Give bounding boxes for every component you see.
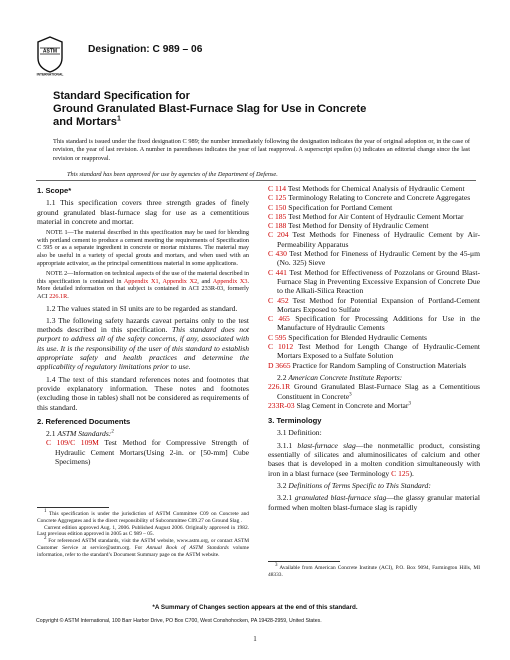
ref-link[interactable]: C 430 (268, 249, 287, 259)
para-2-2: 2.2 American Concrete Institute Reports: (277, 372, 403, 382)
ref-item: C 595 Specification for Blended Hydraulic Cements (268, 332, 428, 342)
ref-link[interactable]: C 465 (268, 314, 290, 324)
para-3-2: 3.2 Definitions of Terms Specific to This Standard: (277, 480, 431, 490)
appendix-x2-link[interactable]: Appendix X2 (162, 277, 198, 285)
ref-link[interactable]: C 452 (268, 295, 289, 305)
footnote-2: $^2$ For referenced ASTM standards, visit the ASTM website, www.astm.org, or contact ASTM Customer Service at service@astm.org. For Annual Book of ASTM Standards volume information, refer to the standard’s Document Summary page on the ASTM website. (37, 536, 249, 558)
ref-link[interactable]: D 3665 (268, 360, 291, 370)
c125-link[interactable]: C 125 (391, 468, 410, 478)
copyright: Copyright © ASTM International, 100 Barr Harbor Drive, PO Box C700, West Conshohocken, PA 19428-2959, United States. (36, 618, 322, 624)
ref-link[interactable]: C 125 (268, 193, 287, 203)
aci-ref-226: 226.1R Ground Granulated Blast-Furnace Slag as a Cementitious Constituent in Concrete$^3$ (268, 382, 480, 401)
summary-of-changes-note: *A Summary of Changes section appears at the end of this standard. (152, 604, 358, 611)
ref-item: C 150 Specification for Portland Cement (268, 202, 393, 212)
astm-logo (36, 36, 64, 76)
ref-item: C 125 Terminology Relating to Concrete and Concrete Aggregates (268, 193, 471, 203)
logo-text: INTERNATIONAL (36, 72, 64, 76)
title-line-3: and Mortars$^1$ (53, 115, 121, 128)
section-1-heading: 1. Scope* (37, 186, 72, 195)
ref-link[interactable]: C 188 (268, 221, 287, 231)
para-3-1-1: 3.1.1 blast-furnace slag—the nonmetallic product, consisting essentially of silicates and aluminosilicates of calcium and other bases that is developed in a molten condition simultaneously with iron in a blast furnace (see Terminology C 125). (268, 440, 480, 478)
section-3-heading: 3. Terminology (268, 416, 322, 426)
title-line-2: Ground Granulated Blast-Furnace Slag for Use in Concrete (53, 103, 367, 115)
appendix-x1-link[interactable]: Appendix X1 (123, 277, 159, 285)
title-footnote-mark: 1 (117, 115, 121, 123)
para-2-1: 2.1 ASTM Standards:$^2$ (46, 429, 114, 439)
para-1-1: 1.1 This specification covers three strength grades of finely ground granulated blast-furnace slag for use as a cementitious material in concrete and mortar. (37, 198, 249, 226)
ref-item: C 114 Test Methods for Chemical Analysis of Hydraulic Cement (268, 184, 465, 193)
approval-statement: This standard has been approved for use by agencies of the Department of Defense. (67, 171, 278, 178)
para-3-1: 3.1 Definition: (277, 428, 322, 438)
footnote-1b: Current edition approved Aug. 1, 2006. Published August 2006. Originally approved in 1982. Last previous edition approved in 2005 as C 989 – 05. (37, 524, 249, 538)
ref-item: D 3665 Practice for Random Sampling of Construction Materials (268, 360, 467, 370)
title-line-1: Standard Specification for (53, 90, 190, 102)
ref-item: C 452 Test Method for Potential Expansion of Portland-Cement Mortars Exposed to Sulfate (268, 295, 481, 314)
para-1-4: 1.4 The text of this standard references notes and footnotes that provide explanatory information. These notes and footnotes (excluding those in tables) shall not be considered as requirements of this standard. (37, 374, 249, 412)
footnote-3: $^3$ Available from American Concrete Institute (ACI), P.O. Box 9094, Farmington Hills, MI 48333. (268, 563, 480, 578)
ref-link[interactable]: C 185 (268, 211, 287, 221)
right-column (268, 184, 480, 512)
aci-233-ref-link[interactable]: 233R-03 (268, 400, 295, 410)
ref-link[interactable]: C 1012 (268, 342, 294, 352)
ref-item: C 185 Test Method for Air Content of Hydraulic Cement Mortar (268, 211, 464, 221)
note-2: NOTE 2—Information on technical aspects of the use of the material described in this specification is contained in Appendix X1, Appendix X2, and Appendix X3. More detailed information on that subject is contained in ACI 233R-03, formerly ACI 226.1R. (37, 270, 250, 300)
ref-link[interactable]: C 595 (268, 332, 287, 342)
ref-item: C 204 Test Methods for Fineness of Hydraulic Cement by Air-Permeability Apparatus (268, 230, 480, 249)
note-1: NOTE 1—The material described in this specification may be used for blending with portland cement to produce a cement meeting the requirements of Specification C 595 or as a separate ingredient in concrete or mortar mixtures. The material may also be useful in a variety of special grouts and mortars, and when used with an appropriate activator, as the principal cementitious material in some applications. (37, 229, 249, 267)
designation: Designation: C 989 – 06 (88, 44, 203, 55)
ref-link[interactable]: C 441 (268, 267, 287, 277)
left-column (37, 184, 249, 466)
standard-note: This standard is issued under the fixed designation C 989; the number immediately following the designation indicates the year of original adoption or, in the case of revision, the year of last revision. A number in parentheses indicates the year of last reapproval. A superscript epsilon (ε) indicates an editorial change since the last revision or reapproval. (53, 138, 470, 162)
appendix-x3-link[interactable]: Appendix X3 (212, 277, 248, 285)
page-number: 1 (253, 635, 257, 643)
right-footnotes (268, 561, 480, 579)
ref-item: C 441 Test Method for Effectiveness of Pozzolans or Ground Blast-Furnace Slag in Preventing Excessive Expansion of Concrete Due to the Alkali-Silica Reaction (268, 267, 480, 296)
aci-ref-233: 233R-03 Slag Cement in Concrete and Mortar$^3$ (268, 400, 411, 410)
footnote-divider (268, 561, 340, 562)
ref-c109: C 109/C 109M Test Method for Compressive Strength of Hydraulic Cement Mortars(Using 2-in. or [50-mm] Cube Specimens) (46, 438, 249, 466)
section-2-heading: 2. Referenced Documents (37, 416, 131, 426)
para-3-2-1: 3.2.1 granulated blast-furnace slag—the glassy granular material formed when molten blast-furnace slag is rapidly (268, 493, 480, 512)
ref-c109-link[interactable]: C 109/C 109M (46, 438, 99, 448)
ref-link[interactable]: C 150 (268, 202, 287, 212)
footnote-1: $^1$ This specification is under the jurisdiction of ASTM Committee C09 on Concrete and Concrete Aggregates and is the direct responsibility of Subcommittee C09.27 on Ground Slag . (37, 509, 249, 524)
left-footnotes (37, 507, 249, 559)
footnote-divider (37, 507, 109, 508)
aci-226-ref-link[interactable]: 226.1R (268, 382, 291, 392)
document-title (53, 90, 473, 129)
ref-link[interactable]: C 204 (268, 230, 289, 240)
ref-link[interactable]: C 114 (268, 184, 287, 193)
ref-item: C 188 Test Method for Density of Hydraulic Cement (268, 221, 429, 231)
ref-item: C 1012 Test Method for Length Change of Hydraulic-Cement Mortars Exposed to a Sulfate Solution (268, 342, 480, 361)
para-1-2: 1.2 The values stated in SI units are to be regarded as standard. (46, 303, 238, 313)
ref-item: C 430 Test Method for Fineness of Hydraulic Cement by the 45-μm (No. 325) Sieve (268, 249, 481, 268)
aci-226-link[interactable]: 226.1R (49, 292, 68, 300)
para-1-3: 1.3 The following safety hazards caveat pertains only to the test methods described in this specification. This standard does not purport to address all of the safety concerns, if any, associated with its use. It is the responsibility of the user of this standard to establish appropriate safety and health practices and determine the applicability of regulatory limitations prior to use. (37, 315, 249, 372)
header (36, 36, 476, 78)
reference-list (268, 184, 480, 370)
svg-text:ASTM: ASTM (42, 48, 58, 55)
ref-item: C 465 Specification for Processing Additions for Use in the Manufacture of Hydraulic Cements (268, 314, 480, 333)
header-divider (36, 180, 476, 181)
